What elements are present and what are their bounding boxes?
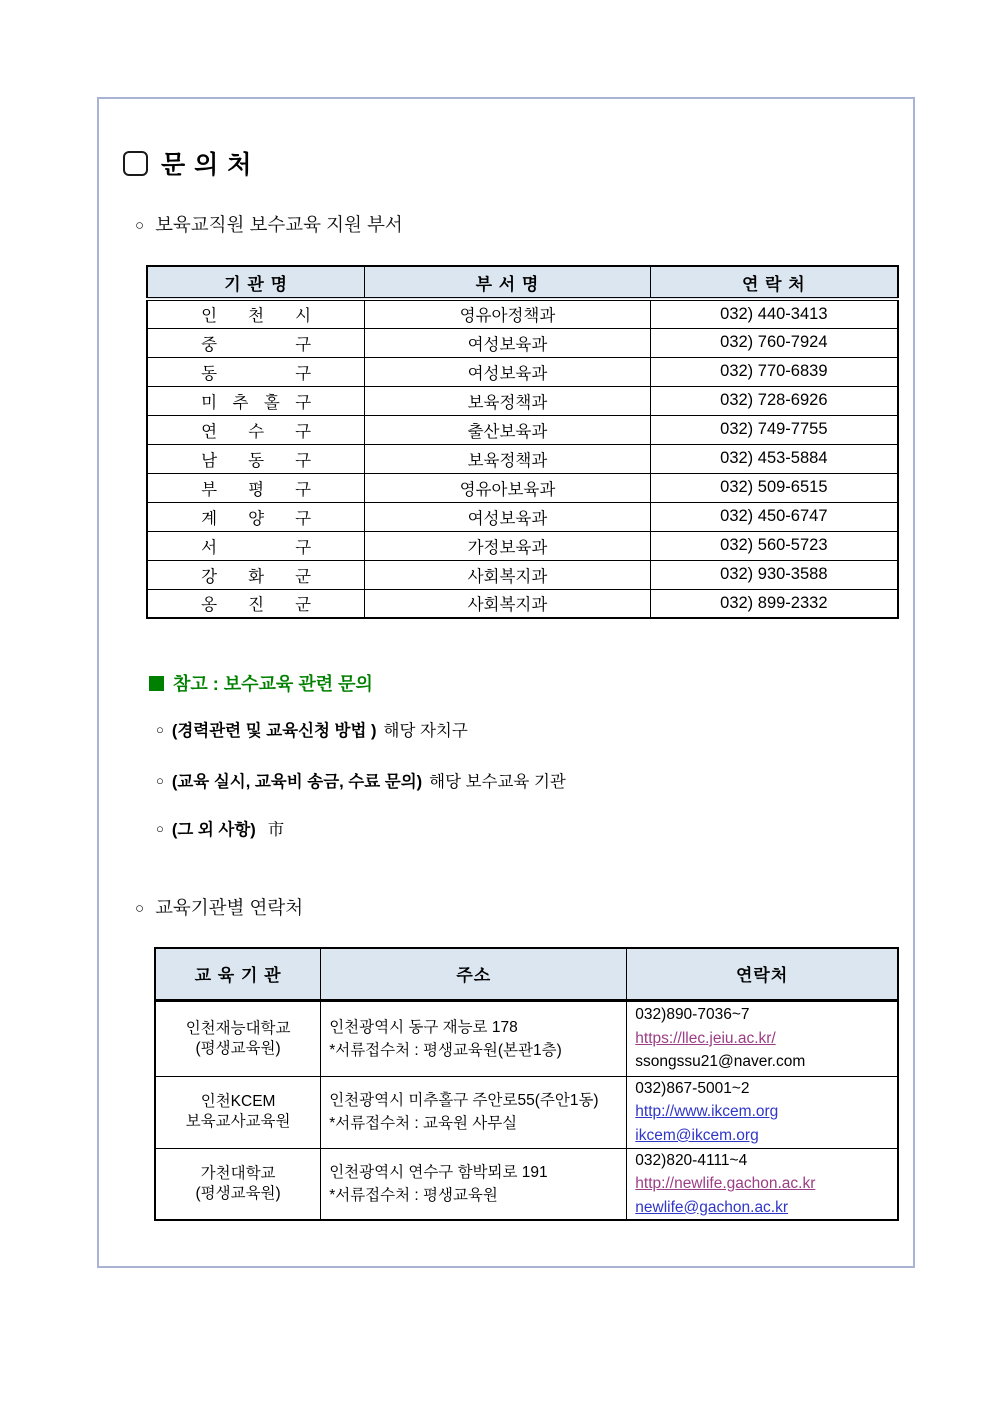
- circle-bullet-icon: ○: [156, 772, 164, 788]
- org-cell: 강 화 군: [147, 560, 365, 589]
- org-cell: 서 구: [147, 531, 365, 560]
- table-row: [147, 299, 898, 328]
- table-row: [147, 357, 898, 386]
- phone-cell: 032) 930-3588: [650, 560, 898, 589]
- table-row: [155, 1148, 898, 1220]
- section-heading-label: 교육기관별 연락처: [155, 897, 304, 918]
- phone-cell: 032) 899-2332: [650, 589, 898, 618]
- column-header-contact: 연락처: [627, 948, 898, 1000]
- org-cell: 옹 진 군: [147, 589, 365, 618]
- dept-cell: 가정보육과: [365, 531, 650, 560]
- gachon-website-link[interactable]: http://newlife.gachon.ac.kr: [635, 1175, 816, 1192]
- column-header-org: 기 관 명: [147, 266, 365, 299]
- dept-cell: 사회복지과: [365, 589, 650, 618]
- circle-bullet-icon: ○: [156, 820, 164, 836]
- table-row: [147, 589, 898, 618]
- column-header-institution: 교 육 기 관: [155, 948, 321, 1000]
- table-header-row: [155, 948, 898, 1000]
- note-item: [156, 816, 284, 840]
- org-cell: 부 평 구: [147, 473, 365, 502]
- note-item-rest: 해당 자치구: [383, 722, 468, 740]
- table-row: [147, 415, 898, 444]
- note-item-rest: 해당 보수교육 기관: [429, 773, 566, 791]
- address-cell: [321, 1148, 627, 1220]
- contact-cell: [627, 1076, 898, 1148]
- note-heading-label: 참고 : 보수교육 관련 문의: [173, 674, 373, 694]
- institution-name: 인천KCEM: [200, 1093, 276, 1110]
- org-cell: 중 구: [147, 328, 365, 357]
- address-note: *서류접수처 : 평생교육원(본관1층): [329, 1041, 562, 1059]
- phone-cell: 032) 560-5723: [650, 531, 898, 560]
- org-cell: 연 수 구: [147, 415, 365, 444]
- table-row: [147, 531, 898, 560]
- page-title: [123, 145, 252, 181]
- org-cell: 남 동 구: [147, 444, 365, 473]
- org-cell: 미 추 홀 구: [147, 386, 365, 415]
- dept-cell: 여성보육과: [365, 357, 650, 386]
- dept-cell: 영유아정책과: [365, 299, 650, 328]
- green-square-icon: [149, 676, 164, 691]
- address-note: *서류접수처 : 평생교육원: [329, 1186, 498, 1204]
- phone-cell: 032) 453-5884: [650, 444, 898, 473]
- section-heading-label: 보육교직원 보수교육 지원 부서: [155, 214, 403, 235]
- institution-name: 가천대학교: [200, 1164, 276, 1182]
- phone-cell: 032) 728-6926: [650, 386, 898, 415]
- contact-cell: [627, 1148, 898, 1220]
- phone-cell: 032) 509-6515: [650, 473, 898, 502]
- institution-subname: (평생교육원): [195, 1184, 281, 1202]
- dept-cell: 영유아보육과: [365, 473, 650, 502]
- gachon-email-link[interactable]: newlife@gachon.ac.kr: [635, 1198, 789, 1216]
- table-row: [155, 1076, 898, 1148]
- address-cell: [321, 1000, 627, 1076]
- phone-cell: 032) 450-6747: [650, 502, 898, 531]
- table-row: [147, 328, 898, 357]
- dept-cell: 여성보육과: [365, 502, 650, 531]
- circle-bullet-icon: ○: [135, 899, 145, 917]
- institution-cell: [155, 1000, 321, 1076]
- table-row: [147, 444, 898, 473]
- phone-number: 032)867-5001~2: [635, 1079, 750, 1097]
- phone-number: 032)890-7036~7: [635, 1006, 750, 1024]
- note-item: [156, 768, 566, 792]
- page-title-text: 문 의 처: [161, 151, 253, 179]
- institution-name: 인천재능대학교: [185, 1019, 291, 1037]
- dept-cell: 여성보육과: [365, 328, 650, 357]
- institution-cell: [155, 1148, 321, 1220]
- phone-cell: 032) 770-6839: [650, 357, 898, 386]
- table-row: [147, 502, 898, 531]
- note-item-rest: 市: [267, 821, 285, 839]
- phone-cell: 032) 440-3413: [650, 299, 898, 328]
- note-item-bold: (교육 실시, 교육비 송금, 수료 문의): [171, 773, 423, 791]
- checkbox-icon: [123, 151, 148, 176]
- note-item-bold: (경력관련 및 교육신청 방법 ): [171, 722, 377, 740]
- table-header-row: [147, 266, 898, 299]
- address-line: 인천광역시 동구 재능로 178: [329, 1018, 518, 1036]
- email-address: ssongssu21@naver.com: [635, 1053, 806, 1071]
- org-cell: 동 구: [147, 357, 365, 386]
- dept-cell: 출산보육과: [365, 415, 650, 444]
- address-line: 인천광역시 미추홀구 주안로55(주안1동): [329, 1092, 599, 1109]
- section-edu-contacts-heading: [135, 894, 303, 920]
- circle-bullet-icon: ○: [156, 721, 164, 737]
- phone-cell: 032) 749-7755: [650, 415, 898, 444]
- phone-number: 032)820-4111~4: [635, 1151, 748, 1169]
- note-item-bold: (그 외 사항): [171, 821, 256, 839]
- institution-subname: (평생교육원): [195, 1039, 281, 1057]
- ikcem-website-link[interactable]: http://www.ikcem.org: [635, 1103, 779, 1121]
- table-row: [147, 386, 898, 415]
- circle-bullet-icon: ○: [135, 216, 145, 234]
- jeiu-website-link[interactable]: https://llec.jeiu.ac.kr/: [635, 1029, 776, 1047]
- section-support-depts-heading: [135, 211, 403, 237]
- institution-subname: 보육교사교육원: [185, 1113, 291, 1130]
- institution-cell: [155, 1076, 321, 1148]
- address-cell: [321, 1076, 627, 1148]
- table-row: [147, 560, 898, 589]
- support-dept-table: [146, 265, 899, 619]
- note-heading: [149, 670, 373, 696]
- address-note: *서류접수처 : 교육원 사무실: [329, 1115, 518, 1132]
- table-row: [147, 473, 898, 502]
- column-header-address: 주소: [321, 948, 627, 1000]
- note-item: [156, 717, 468, 741]
- table-row: [155, 1000, 898, 1076]
- phone-cell: 032) 760-7924: [650, 328, 898, 357]
- column-header-phone: 연 락 처: [650, 266, 898, 299]
- org-cell: 계 양 구: [147, 502, 365, 531]
- org-cell: 인 천 시: [147, 299, 365, 328]
- dept-cell: 보육정책과: [365, 386, 650, 415]
- ikcem-email-link[interactable]: ikcem@ikcem.org: [635, 1126, 759, 1144]
- contact-cell: [627, 1000, 898, 1076]
- column-header-dept: 부 서 명: [365, 266, 650, 299]
- dept-cell: 보육정책과: [365, 444, 650, 473]
- page-frame: [97, 97, 915, 1268]
- dept-cell: 사회복지과: [365, 560, 650, 589]
- address-line: 인천광역시 연수구 함박뫼로 191: [329, 1163, 548, 1181]
- edu-institution-table: [154, 947, 899, 1221]
